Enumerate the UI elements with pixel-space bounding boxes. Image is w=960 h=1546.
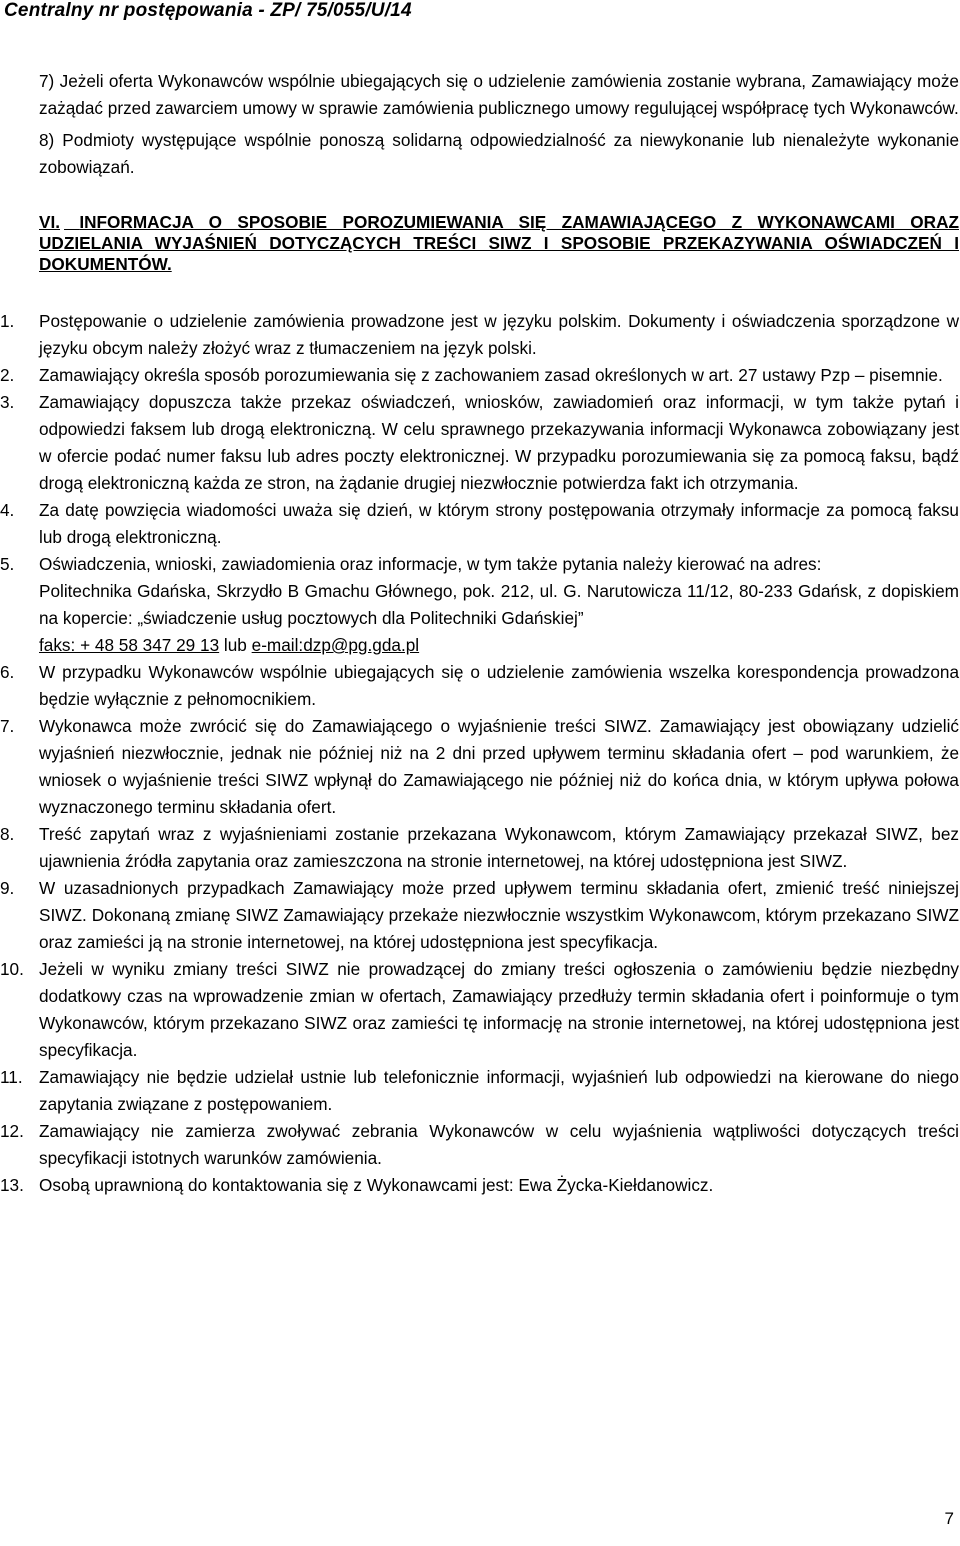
list-item-text: Jeżeli w wyniku zmiany treści SIWZ nie prowadzącej do zmiany treści ogłoszenia o zamówieniu będzie niezbędny dodatkowy czas na wprowadzenie zmian w ofertach, Zamawiający przedłuży termin składania ofert i poinformuje o tym Wykonawców, którym przekazano SIWZ oraz zamieści tę informację na stronie internetowej, na której udostępniona jest specyfikacja. [39,959,959,1060]
list-item [0,551,959,659]
section-list [0,308,960,1199]
intro-item-number: 8) [39,130,55,150]
section-heading [39,212,959,275]
list-item [0,497,959,551]
email-link[interactable]: e-mail:dzp@pg.gda.pl [251,635,420,655]
list-item [0,1064,959,1118]
list-item [0,308,959,362]
contact-address: Politechnika Gdańska, Skrzydło B Gmachu Głównego, pok. 212, ul. G. Narutowicza 11/12, 80-233 Gdańsk, z dopiskiem na kopercie: „świadczenie usług pocztowych dla Politechniki Gdańskiej” [39,581,959,628]
list-item-text: Zamawiający nie zamierza zwoływać zebrania Wykonawców w celu wyjaśnienia wątpliwości dotyczących treści specyfikacji istotnych warunków zamówienia. [39,1121,959,1168]
fax-number: faks: + 48 58 347 29 13 [39,635,220,655]
list-item [0,713,959,821]
section-number: VI. [39,212,61,232]
intro-item-text: Jeżeli oferta Wykonawców wspólnie ubiegających się o udzielenie zamówienia zostanie wybrana, Zamawiający może zażądać przed zawarciem umowy w sprawie zamówienia publicznego umowy regulującej współpracę tych Wykonawców. [39,71,959,118]
list-item [0,362,959,389]
list-item-number: 1. [0,311,15,331]
page-header: Centralny nr postępowania - ZP/ 75/055/U/14 [4,0,412,21]
list-item-text: Treść zapytań wraz z wyjaśnieniami zostanie przekazana Wykonawcom, którym Zamawiający przekazał SIWZ, bez ujawnienia źródła zapytania oraz zamieszczona na stronie internetowej, na której udostępniona jest SIWZ. [39,824,959,871]
list-item-number: 3. [0,392,15,412]
list-item-text: W uzasadnionych przypadkach Zamawiający może przed upływem terminu składania ofert, zmienić treść niniejszej SIWZ. Dokonaną zmianę SIWZ Zamawiający przekaże niezwłocznie wszystkim Wykonawcom, którym przekazano SIWZ oraz zamieści ją na stronie internetowej, na której udostępniona jest specyfikacja. [39,878,959,952]
list-item [0,956,959,1064]
list-item-number: 11. [0,1067,23,1087]
list-item-number: 13. [0,1175,24,1195]
intro-item [39,127,959,181]
intro-item [39,68,959,122]
list-item-text: Zamawiający nie będzie udzielał ustnie lub telefonicznie informacji, wyjaśnień lub odpowiedzi na kierowane do niego zapytania związane z postępowaniem. [39,1067,959,1114]
list-item [0,1118,959,1172]
list-item-text: Zamawiający określa sposób porozumiewania się z zachowaniem zasad określonych w art. 27 ustawy Pzp – pisemnie. [39,365,943,385]
list-item-number: 10. [0,959,24,979]
list-item-text: Za datę powzięcia wiadomości uważa się dzień, w którym strony postępowania otrzymały informacje za pomocą faksu lub drogą elektroniczną. [39,500,959,547]
list-item-text: Wykonawca może zwrócić się do Zamawiającego o wyjaśnienie treści SIWZ. Zamawiający jest obowiązany udzielić wyjaśnień niezwłocznie, jednak nie później niż na 2 dni przed upływem terminu składania ofert – pod warunkiem, że wniosek o wyjaśnienie treści SIWZ wpłynął do Zamawiającego nie później niż do końca dnia, w którym upływa połowa wyznaczonego terminu składania ofert. [39,716,959,817]
list-item-number: 12. [0,1121,24,1141]
list-item [0,659,959,713]
list-item [0,1172,959,1199]
list-item-number: 9. [0,878,15,898]
list-item [0,875,959,956]
intro-item-text: Podmioty występujące wspólnie ponoszą solidarną odpowiedzialność za niewykonanie lub nienależyte wykonanie zobowiązań. [39,130,959,177]
list-item-text: Zamawiający dopuszcza także przekaz oświadczeń, wniosków, zawiadomień oraz informacji, w tym także pytań i odpowiedzi faksem lub drogą elektroniczną. W celu sprawnego przekazywania informacji Wykonawca zobowiązany jest w ofercie podać numer faksu lub adres poczty elektronicznej. W przypadku porozumiewania się za pomocą faksu, bądź drogą elektroniczną każda ze stron, na żądanie drugiej niezwłocznie potwierdza fakt ich otrzymania. [39,392,959,493]
page-number: 7 [944,1509,954,1528]
list-item-text: Osobą uprawnioną do kontaktowania się z Wykonawcami jest: Ewa Życka-Kiełdanowicz. [39,1175,714,1195]
list-item-number: 2. [0,365,15,385]
list-item [0,821,959,875]
section-title: INFORMACJA O SPOSOBIE POROZUMIEWANIA SIĘ ZAMAWIAJĄCEGO Z WYKONAWCAMI ORAZ UDZIELANIA WYJAŚNIEŃ DOTYCZĄCYCH TREŚCI SIWZ I SPOSOBIE PRZEKAZYWANIA OŚWIADCZEŃ I DOKUMENTÓW. [39,212,959,274]
contact-joiner: lub [219,635,252,655]
list-item [0,389,959,497]
document-content [0,68,960,1199]
list-item-number: 7. [0,716,15,736]
list-item-text: Oświadczenia, wnioski, zawiadomienia oraz informacje, w tym także pytania należy kierować na adres: [39,554,822,574]
list-item-number: 6. [0,662,15,682]
intro-item-number: 7) [39,71,55,91]
list-item-number: 8. [0,824,15,844]
contact-line [39,632,959,659]
list-item-text: Postępowanie o udzielenie zamówienia prowadzone jest w języku polskim. Dokumenty i oświadczenia sporządzone w języku obcym należy złożyć wraz z tłumaczeniem na język polski. [39,311,959,358]
list-item-number: 5. [0,554,15,574]
list-item-text: W przypadku Wykonawców wspólnie ubiegających się o udzielenie zamówienia wszelka korespondencja prowadzona będzie wyłącznie z pełnomocnikiem. [39,662,959,709]
list-item-number: 4. [0,500,15,520]
